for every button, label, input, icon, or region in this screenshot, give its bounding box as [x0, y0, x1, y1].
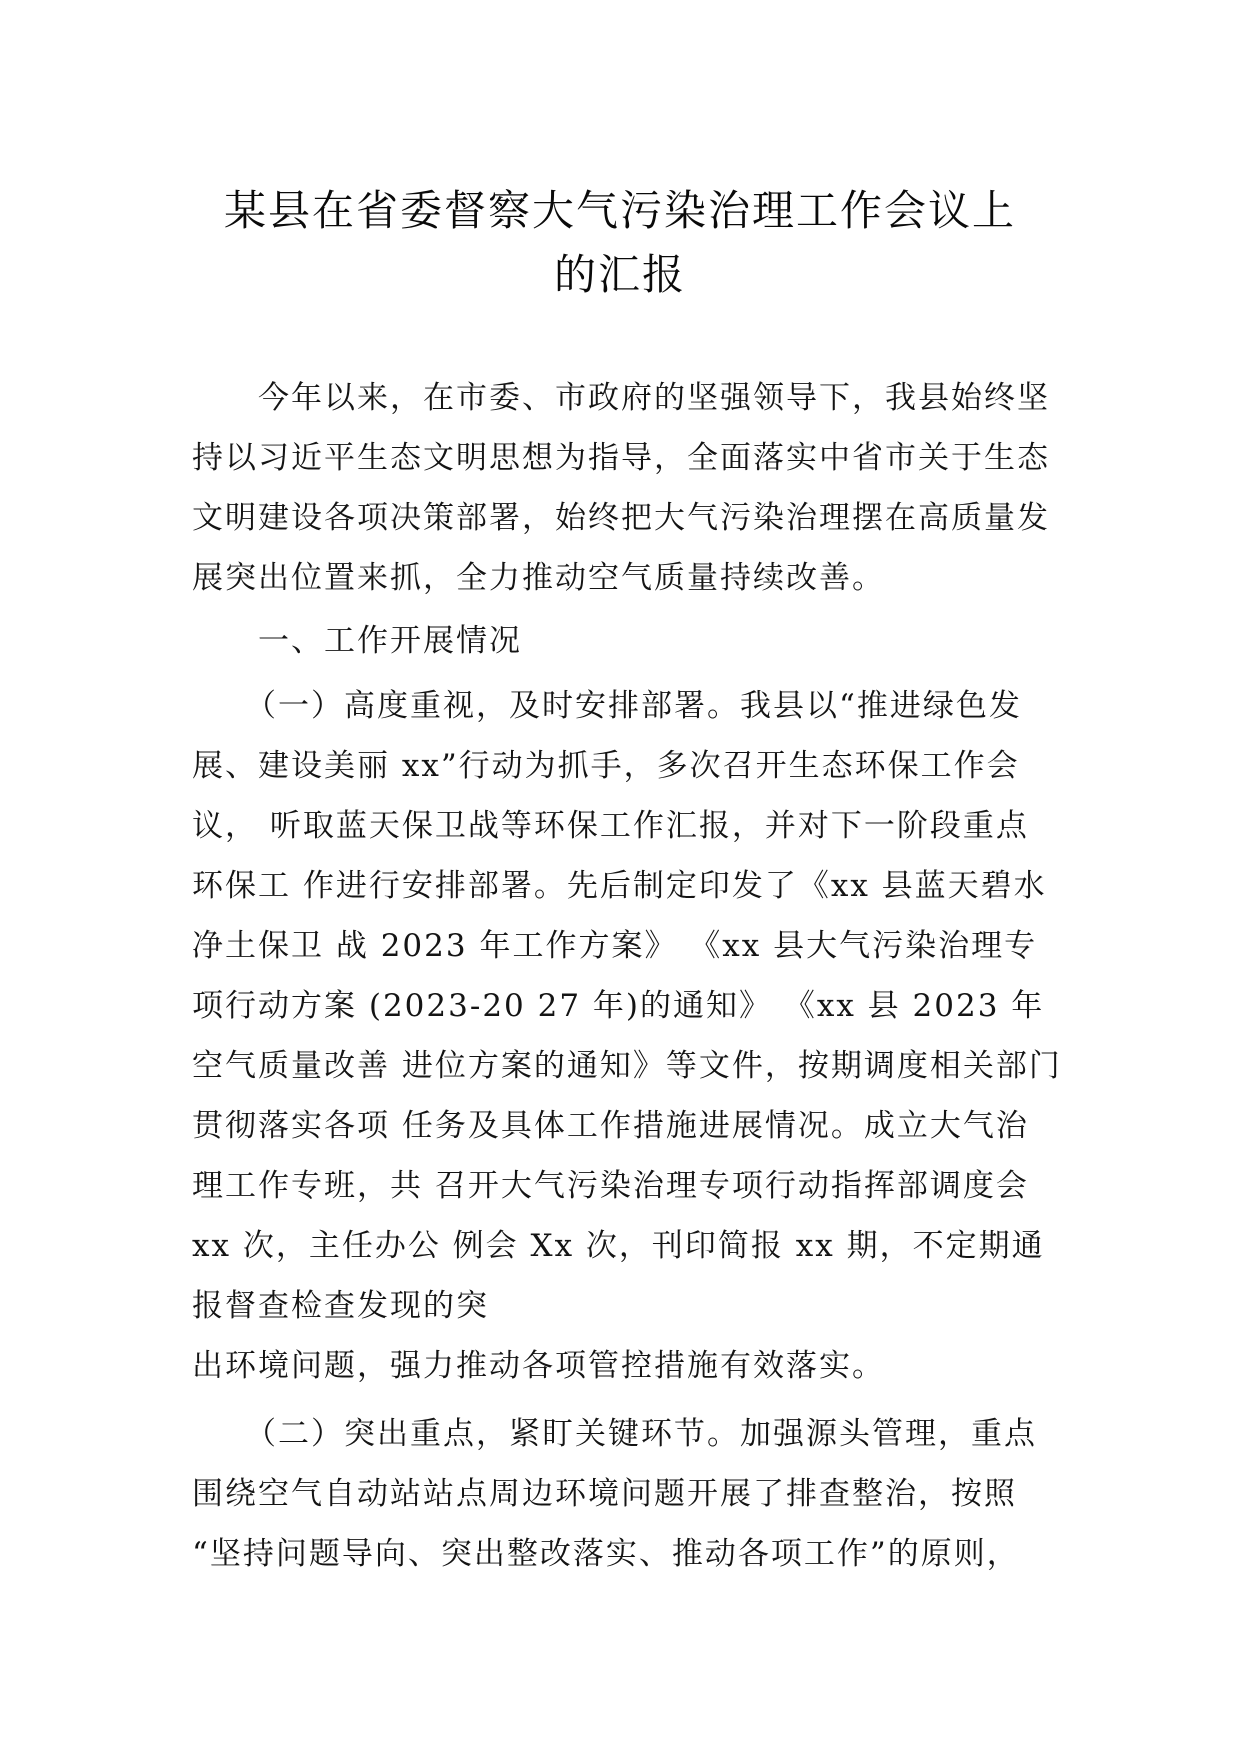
- body-text-line: 展突出位置来抓，全力推动空气质量持续改善。: [192, 560, 885, 596]
- body-text-line: 文明建设各项决策部署，始终把大气污染治理摆在高质量发: [192, 500, 1050, 536]
- body-text-line: 环保工 作进行安排部署。先后制定印发了《xx 县蓝天碧水: [192, 868, 1047, 904]
- body-text-line: 持以习近平生态文明思想为指导，全面落实中省市关于生态: [192, 440, 1050, 476]
- body-text-line: xx 次，主任办公 例会 Xx 次，刊印简报 xx 期，不定期通: [192, 1228, 1045, 1264]
- document-title-line-2: 的汇报: [553, 250, 686, 299]
- body-text-line: 净土保卫 战 2023 年工作方案》 《xx 县大气污染治理专: [192, 928, 1038, 964]
- body-text-line: 理工作专班，共 召开大气污染治理专项行动指挥部调度会: [192, 1168, 1029, 1204]
- body-text-line: 贯彻落实各项 任务及具体工作措施进展情况。成立大气治: [192, 1108, 1029, 1144]
- body-text-line: 出环境问题，强力推动各项管控措施有效落实。: [192, 1348, 885, 1384]
- body-text-line: 今年以来，在市委、市政府的坚强领导下，我县始终坚: [258, 380, 1050, 416]
- body-text-line: 围绕空气自动站站点周边环境问题开展了排查整治，按照: [192, 1476, 1017, 1512]
- body-text-line: 空气质量改善 进位方案的通知》等文件，按期调度相关部门: [192, 1048, 1062, 1084]
- body-text-line: 议， 听取蓝天保卫战等环保工作汇报，并对下一阶段重点: [192, 808, 1029, 844]
- body-text-line: 项行动方案 (2023-20 27 年)的通知》 《xx 县 2023 年: [192, 988, 1045, 1024]
- document-title-line-1: 某县在省委督察大气污染治理工作会议上: [223, 186, 1016, 235]
- body-text-line: （一）高度重视，及时安排部署。我县以“推进绿色发: [245, 688, 1022, 724]
- body-text-line: “坚持问题导向、突出整改落实、推动各项工作”的原则，: [192, 1536, 1020, 1572]
- section-heading: 一、工作开展情况: [258, 623, 522, 659]
- body-text-line: （二）突出重点，紧盯关键环节。加强源头管理，重点: [245, 1416, 1037, 1452]
- body-text-line: 展、建设美丽 xx”行动为抓手，多次召开生态环保工作会: [192, 748, 1020, 784]
- body-text-line: 报督查检查发现的突: [192, 1288, 489, 1324]
